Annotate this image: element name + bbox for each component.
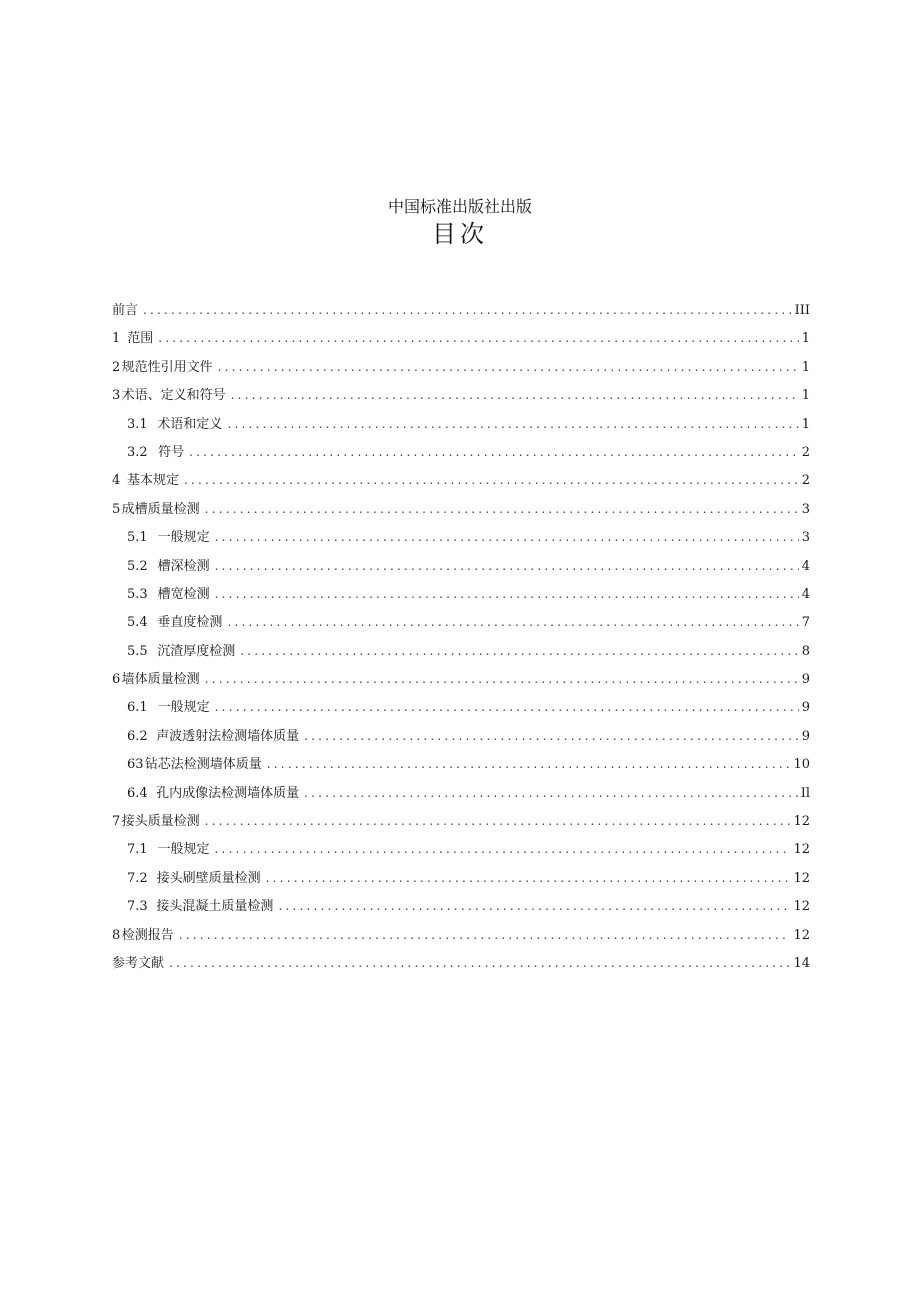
toc-entry-label: 检测报告 xyxy=(121,927,174,943)
publisher-line: 中国标准出版社出版 xyxy=(387,197,532,216)
toc-entry-number: 7.1 xyxy=(127,842,148,858)
toc-entry-number: 6.2 xyxy=(127,728,148,744)
toc-entry-page: 1 xyxy=(801,416,810,432)
dot-leader xyxy=(215,837,791,861)
toc-entry-label: 成槽质量检测 xyxy=(121,501,200,517)
toc-entry-label: 前言 xyxy=(112,303,139,318)
toc-entry-label: 基本规定 xyxy=(126,473,179,489)
toc-entry-number: 6 xyxy=(112,672,121,688)
toc-entry-label: 钻芯法检测墙体质量 xyxy=(144,757,262,773)
toc-entry-8[interactable] xyxy=(112,923,810,951)
dot-leader xyxy=(218,355,799,379)
toc-entry-7-2[interactable] xyxy=(112,866,810,894)
toc-entry-foreword[interactable] xyxy=(112,298,810,326)
toc-entry-number: 6.1 xyxy=(127,700,148,716)
page-title: 目次 xyxy=(432,220,488,248)
toc-entry-page: 4 xyxy=(801,558,810,574)
dot-leader xyxy=(231,383,799,407)
dot-leader xyxy=(215,554,799,578)
toc-entry-label: 一般规定 xyxy=(157,842,210,858)
toc-entry-label: 沉渣厚度检测 xyxy=(157,643,236,659)
toc-entry-7[interactable] xyxy=(112,809,810,837)
toc-entry-number: 7.3 xyxy=(127,899,148,915)
toc-entry-page: 2 xyxy=(801,444,810,460)
dot-leader xyxy=(215,582,799,606)
dot-leader xyxy=(205,667,799,691)
dot-leader xyxy=(278,894,790,918)
toc-entry-label: 墙体质量检测 xyxy=(121,672,200,688)
dot-leader xyxy=(215,695,799,719)
toc-entry-label: 术语、定义和符号 xyxy=(121,388,226,404)
toc-entry-page: 12 xyxy=(793,899,810,915)
toc-entry-label: 槽深检测 xyxy=(157,558,210,574)
toc-entry-label: 符号 xyxy=(158,444,185,460)
dot-leader xyxy=(227,412,798,436)
toc-entry-label: 孔内成像法检测墙体质量 xyxy=(156,785,300,801)
toc-entry-5-4[interactable] xyxy=(112,610,810,638)
dot-leader xyxy=(227,610,798,634)
toc-entry-page: 7 xyxy=(801,615,810,631)
toc-entry-label: 接头刷壁质量检测 xyxy=(156,870,261,886)
toc-entry-7-3[interactable] xyxy=(112,894,810,922)
toc-entry-label: 范围 xyxy=(127,331,154,347)
toc-entry-number: 8 xyxy=(112,927,121,943)
toc-entry-page: 9 xyxy=(801,672,810,688)
toc-entry-number: 3.1 xyxy=(127,416,148,432)
dot-leader xyxy=(189,440,799,464)
toc-entry-number: 5 xyxy=(112,501,121,517)
toc-entry-page: 4 xyxy=(801,586,810,602)
toc-entry-3-2[interactable] xyxy=(112,440,810,468)
toc-entry-page: 3 xyxy=(801,530,810,546)
toc-entry-page: 8 xyxy=(801,643,810,659)
toc-entry-label: 垂直度检测 xyxy=(157,615,223,631)
dot-leader xyxy=(240,639,799,663)
toc-entry-references[interactable] xyxy=(112,951,810,979)
toc-entry-7-1[interactable] xyxy=(112,837,810,865)
toc-entry-number: 3.2 xyxy=(127,444,148,460)
toc-entry-page: 12 xyxy=(793,927,810,943)
toc-entry-label: 接头混凝土质量检测 xyxy=(156,899,274,915)
dot-leader xyxy=(267,752,791,776)
dot-leader xyxy=(266,866,791,890)
toc-entry-number: 5.2 xyxy=(127,558,148,574)
toc-entry-page: 2 xyxy=(801,473,810,489)
toc-entry-6-1[interactable] xyxy=(112,695,810,723)
toc-entry-page: 3 xyxy=(801,501,810,517)
toc-entry-number: 1 xyxy=(112,331,121,347)
dot-leader xyxy=(158,326,798,350)
toc-entry-5[interactable] xyxy=(112,497,810,525)
toc-entry-5-1[interactable] xyxy=(112,525,810,553)
toc-entry-6[interactable] xyxy=(112,667,810,695)
toc-entry-5-5[interactable] xyxy=(112,639,810,667)
dot-leader xyxy=(143,298,792,322)
toc-entry-page: 9 xyxy=(801,700,810,716)
toc-entry-page: 10 xyxy=(793,757,810,773)
toc-entry-label: 声波透射法检测墙体质量 xyxy=(156,728,300,744)
toc-entry-page: 1 xyxy=(801,331,810,347)
toc-entry-number: 3 xyxy=(112,388,121,404)
dot-leader xyxy=(179,923,791,947)
toc-entry-number: 63 xyxy=(127,757,144,773)
toc-entry-page: 14 xyxy=(793,955,810,971)
toc-entry-page: 1 xyxy=(801,388,810,404)
toc-entry-label: 接头质量检测 xyxy=(121,814,200,830)
toc-entry-label: 槽宽检测 xyxy=(157,586,210,602)
toc-entry-page: III xyxy=(794,303,810,318)
toc-entry-number: 4 xyxy=(112,473,121,489)
toc-entry-number: 5.5 xyxy=(127,643,148,659)
toc-entry-number: 7 xyxy=(112,814,121,830)
toc-entry-5-2[interactable] xyxy=(112,554,810,582)
toc-entry-label: 术语和定义 xyxy=(157,416,223,432)
toc-entry-page: 12 xyxy=(793,870,810,886)
toc-entry-page: Il xyxy=(800,785,810,801)
toc-entry-6-2[interactable] xyxy=(112,724,810,752)
dot-leader xyxy=(215,525,799,549)
toc-entry-number: 5.4 xyxy=(127,615,148,631)
dot-leader xyxy=(304,724,799,748)
toc-entry-page: 12 xyxy=(793,814,810,830)
toc-entry-number: 6.4 xyxy=(127,785,148,801)
toc-entry-page: 12 xyxy=(793,842,810,858)
toc-entry-3[interactable] xyxy=(112,383,810,411)
toc-entry-page: 9 xyxy=(801,728,810,744)
toc-entry-label: 一般规定 xyxy=(157,700,210,716)
dot-leader xyxy=(169,951,790,975)
toc-entry-3-1[interactable] xyxy=(112,412,810,440)
toc-entry-4[interactable] xyxy=(112,468,810,496)
toc-entry-number: 7.2 xyxy=(127,870,148,886)
toc-entry-label: 参考文献 xyxy=(112,955,165,971)
toc-entry-1[interactable] xyxy=(112,326,810,354)
toc-entry-2[interactable] xyxy=(112,355,810,383)
toc-entry-number: 5.1 xyxy=(127,530,148,546)
dot-leader xyxy=(184,468,799,492)
toc-entry-number: 2 xyxy=(112,359,121,375)
toc-entry-label: 规范性引用文件 xyxy=(121,359,213,375)
toc-entry-6-3[interactable] xyxy=(112,752,810,780)
toc-entry-6-4[interactable] xyxy=(112,781,810,809)
toc-entry-5-3[interactable] xyxy=(112,582,810,610)
toc-entry-page: 1 xyxy=(801,359,810,375)
table-of-contents xyxy=(112,298,810,979)
toc-entry-number: 5.3 xyxy=(127,586,148,602)
dot-leader xyxy=(304,781,798,805)
dot-leader xyxy=(205,809,791,833)
dot-leader xyxy=(205,497,799,521)
toc-entry-label: 一般规定 xyxy=(157,530,210,546)
